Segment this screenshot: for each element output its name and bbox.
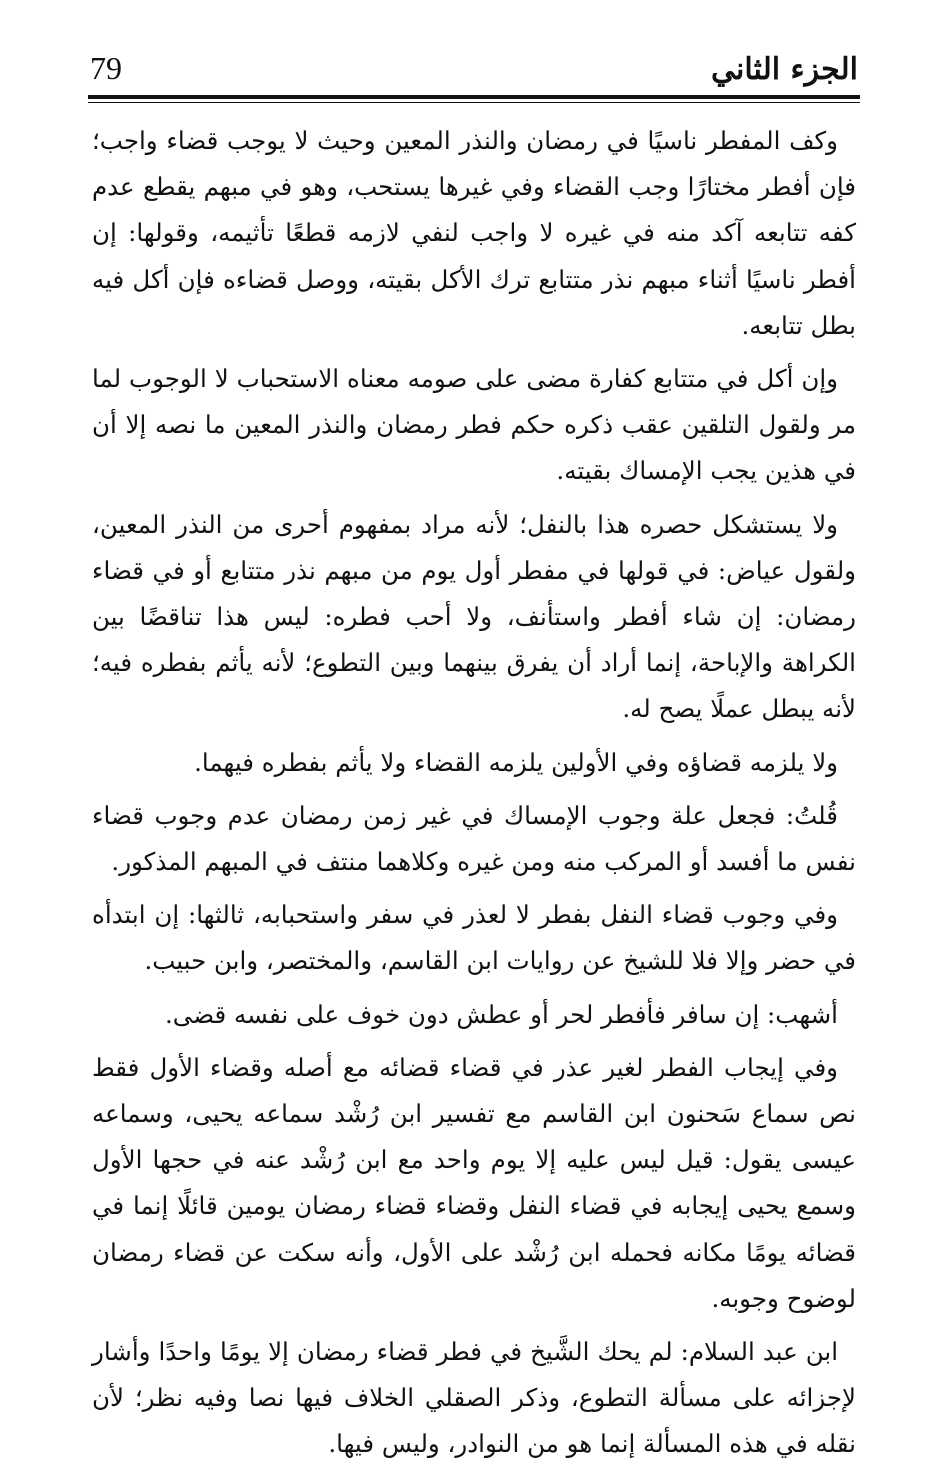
paragraph: ولا يستشكل حصره هذا بالنفل؛ لأنه مراد بمفهوم أحرى من النذر المعين، ولقول عياض: في قولها في مفطر أول يوم من مبهم نذر متتابع أو في قضاء رمضان: إن شاء أفطر واستأنف، ولا أحب فطره: ليس هذا تناقضًا بين الكراهة والإباحة، إنما أراد أن يفرق بينهما وبين التطوع؛ لأنه يأثم بفطره فيه؛ لأنه يبطل عملًا يصح له. (92, 509, 856, 724)
paragraph: وكف المفطر ناسيًا في رمضان والنذر المعين وحيث لا يوجب قضاء واجب؛ فإن أفطر مختارًا وجب القضاء وفي غيرها يستحب، وهو في مبهم يقطع عدم كفه تتابعه آكد منه في غيره لا واجب لنفي لازمه قطعًا تأثيمه، وقولها: إن أفطر ناسيًا أثناء مبهم نذر متتابع ترك الأكل بقيته، ووصل قضاءه فإن أكل فيه بطل تتابعه. (92, 126, 856, 340)
header-rule-thick (88, 95, 860, 99)
paragraph: وإن أكل في متتابع كفارة مضى على صومه معناه الاستحباب لا الوجوب لما مر ولقول التلقين عقب ذكره حكم فطر رمضان والنذر المعين ما نصه إلا أن في هذين يجب الإمساك بقيته. (92, 364, 856, 486)
paragraph: وفي وجوب قضاء النفل بفطر لا لعذر في سفر واستحبابه، ثالثها: إن ابتدأه في حضر وإلا فلا للشيخ عن روايات ابن القاسم، والمختصر، وابن حبيب. (92, 900, 856, 976)
paragraph: ولا يلزمه قضاؤه وفي الأولين يلزمه القضاء ولا يأثم بفطره فيهما. (194, 747, 838, 777)
paragraph: وفي إيجاب الفطر لغير عذر في قضاء قضائه مع أصله وقضاء الأول فقط نص سماع سَحنون ابن القاسم مع تفسير ابن رُشْد سماعه يحيى، وسماعه عيسى يقول: قيل ليس عليه إلا يوم واحد مع ابن رُشْد عنه في حجها الأول وسمع يحيى إيجابه في قضاء النفل وقضاء قضاء رمضان يومين قائلًا إنما في قضائه يومًا مكانه فحمله ابن رُشْد على الأول، وأنه سكت عن قضاء رمضان لوضوح وجوبه. (92, 1052, 856, 1313)
page-number: 79 (90, 50, 122, 86)
paragraph: قُلتُ: فجعل علة وجوب الإمساك في غير زمن رمضان عدم وجوب قضاء نفس ما أفسد أو المركب منه ومن غيره وكلاهما منتف في المبهم المذكور. (92, 800, 856, 877)
running-title: الجزء الثاني (711, 52, 858, 87)
page-header (90, 40, 858, 95)
body-text (92, 118, 856, 1475)
paragraph: أشهب: إن سافر فأفطر لحر أو عطش دون خوف على نفسه قضى. (165, 999, 838, 1029)
header-rule-thin (88, 102, 860, 103)
paragraph: ابن عبد السلام: لم يحك الشَّيخ في فطر قضاء رمضان إلا يومًا واحدًا وأشار لإجزائه على مسألة التطوع، وذكر الصقلي الخلاف فيها نصا وفيه نظر؛ لأن نقله في هذه المسألة إنما هو من النوادر، وليس فيها. (92, 1337, 856, 1459)
